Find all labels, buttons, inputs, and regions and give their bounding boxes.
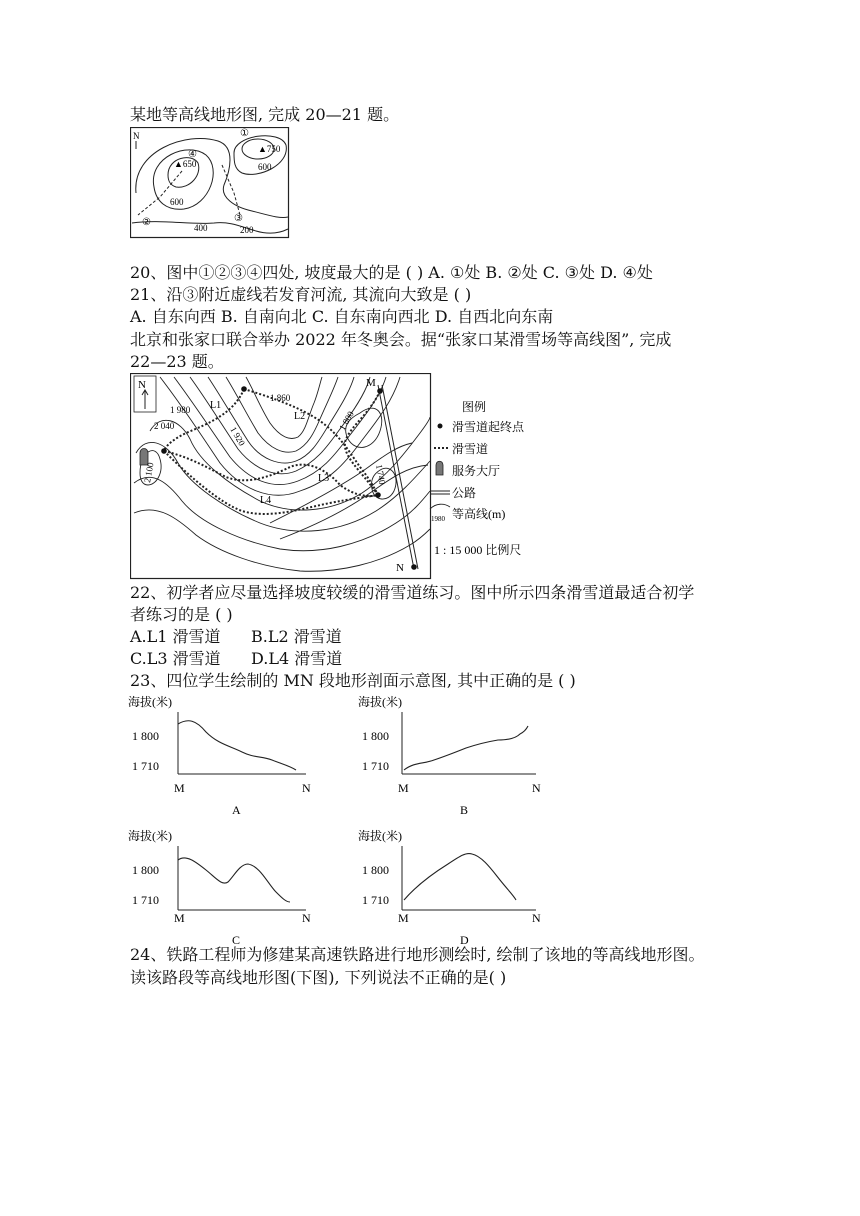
- option-b: B.L2 滑雪道: [251, 627, 342, 646]
- profile-d: [356, 824, 546, 954]
- option-a: A.L1 滑雪道: [130, 627, 221, 646]
- profile-b-letter: B: [460, 803, 469, 817]
- question-24-line2: 读该路段等高线地形图(下图), 下列说法不正确的是( ): [130, 968, 507, 987]
- profile-d-letter: D: [460, 933, 469, 947]
- contour-map-1: [130, 127, 290, 239]
- profile-b-n: N: [532, 781, 541, 795]
- contour-600-east-label: 600: [258, 162, 272, 172]
- profile-d-n: N: [532, 911, 541, 925]
- contour-1860-label: 1 860: [270, 393, 291, 403]
- profile-a-letter: A: [232, 803, 241, 817]
- trail-l3-label: L3: [318, 473, 330, 484]
- profile-b-tick-high: 1 800: [362, 729, 389, 743]
- option-d: D.L4 滑雪道: [251, 649, 343, 668]
- question-24-line1: 24、铁路工程师为修建某高速铁路进行地形测绘时, 绘制了该地的等高线地形图。: [130, 945, 705, 964]
- question-20: 20、图中①②③④四处, 坡度最大的是 ( ) A. ①处 B. ②处 C. ③处 D. ④处: [130, 263, 653, 282]
- profile-a-tick-low: 1 710: [132, 759, 159, 773]
- profile-b-ylabel: 海拔(米): [358, 695, 402, 709]
- profile-a-n: N: [302, 781, 311, 795]
- point-m-label: M: [366, 377, 376, 389]
- legend-road: 公路: [452, 486, 477, 500]
- profile-c-m: M: [174, 911, 185, 925]
- question-22-line1: 22、初学者应尽量选择坡度较缓的滑雪道练习。图中所示四条滑雪道最适合初学: [130, 583, 695, 602]
- question-21: 21、沿③附近虚线若发育河流, 其流向大致是 ( ): [130, 285, 472, 304]
- question-21-options: A. 自东向西 B. 自南向北 C. 自东南向西北 D. 自西北向东南: [130, 307, 554, 326]
- q22-23-intro-line1: 北京和张家口联合举办 2022 年冬奥会。据“张家口某滑雪场等高线图”, 完成: [130, 330, 672, 349]
- north-label: N: [133, 131, 140, 141]
- marker-4: ④: [188, 149, 197, 160]
- profile-c-tick-low: 1 710: [132, 893, 159, 907]
- q22-23-intro-line2: 22—23 题。: [130, 352, 224, 371]
- point-n-label: N: [396, 562, 404, 574]
- contour-400-label: 400: [194, 223, 208, 233]
- profile-c: [126, 824, 316, 954]
- peak-750-label: ▲750: [258, 144, 281, 154]
- contour-1740-label: 1 740: [374, 463, 388, 486]
- profile-a-tick-high: 1 800: [132, 729, 159, 743]
- north-label: N: [138, 379, 146, 391]
- contour-1800-label: 1 800: [337, 409, 356, 432]
- question-22-line2: 者练习的是 ( ): [130, 605, 233, 624]
- option-c: C.L3 滑雪道: [130, 649, 221, 668]
- contour-1920-label: 1 920: [228, 425, 248, 448]
- trail-l1-label: L1: [210, 400, 222, 411]
- ski-resort-contour-map: [130, 373, 570, 580]
- profile-a-ylabel: 海拔(米): [128, 695, 172, 709]
- profile-d-tick-low: 1 710: [362, 893, 389, 907]
- contour-1980-label: 1 980: [170, 405, 191, 415]
- trail-l2-label: L2: [294, 411, 306, 422]
- profile-b-tick-low: 1 710: [362, 759, 389, 773]
- profile-c-letter: C: [232, 933, 241, 947]
- profile-d-tick-high: 1 800: [362, 863, 389, 877]
- profile-c-tick-high: 1 800: [132, 863, 159, 877]
- contour-600-west-label: 600: [170, 197, 184, 207]
- profile-c-n: N: [302, 911, 311, 925]
- marker-2: ②: [142, 217, 151, 228]
- profile-b-m: M: [398, 781, 409, 795]
- legend-contour: 等高线(m): [452, 507, 506, 521]
- q20-21-intro: 某地等高线地形图, 完成 20—21 题。: [130, 105, 400, 124]
- legend-title: 图例: [462, 400, 487, 414]
- contour-2040-label: 2 040: [154, 421, 175, 431]
- marker-3: ③: [234, 213, 243, 224]
- contour-200-label: 200: [240, 225, 254, 235]
- marker-1: ①: [240, 128, 249, 139]
- profile-c-ylabel: 海拔(米): [128, 829, 172, 843]
- question-23: 23、四位学生绘制的 MN 段地形剖面示意图, 其中正确的是 ( ): [130, 671, 576, 690]
- legend-service-hall: 服务大厅: [452, 464, 501, 478]
- legend-scale: 1 : 15 000 比例尺: [434, 543, 522, 557]
- legend-trail: 滑雪道: [452, 442, 489, 456]
- profile-d-m: M: [398, 911, 409, 925]
- legend-start-end: 滑雪道起终点: [452, 420, 525, 434]
- contour-2100-label: 2 100: [142, 461, 156, 484]
- profile-d-ylabel: 海拔(米): [358, 829, 402, 843]
- peak-650-label: ▲650: [174, 159, 197, 169]
- legend-contour-sample: 1980: [431, 515, 445, 523]
- profile-b: [356, 690, 546, 820]
- trail-l4-label: L4: [260, 495, 272, 506]
- profile-a-m: M: [174, 781, 185, 795]
- profile-a: [126, 690, 316, 820]
